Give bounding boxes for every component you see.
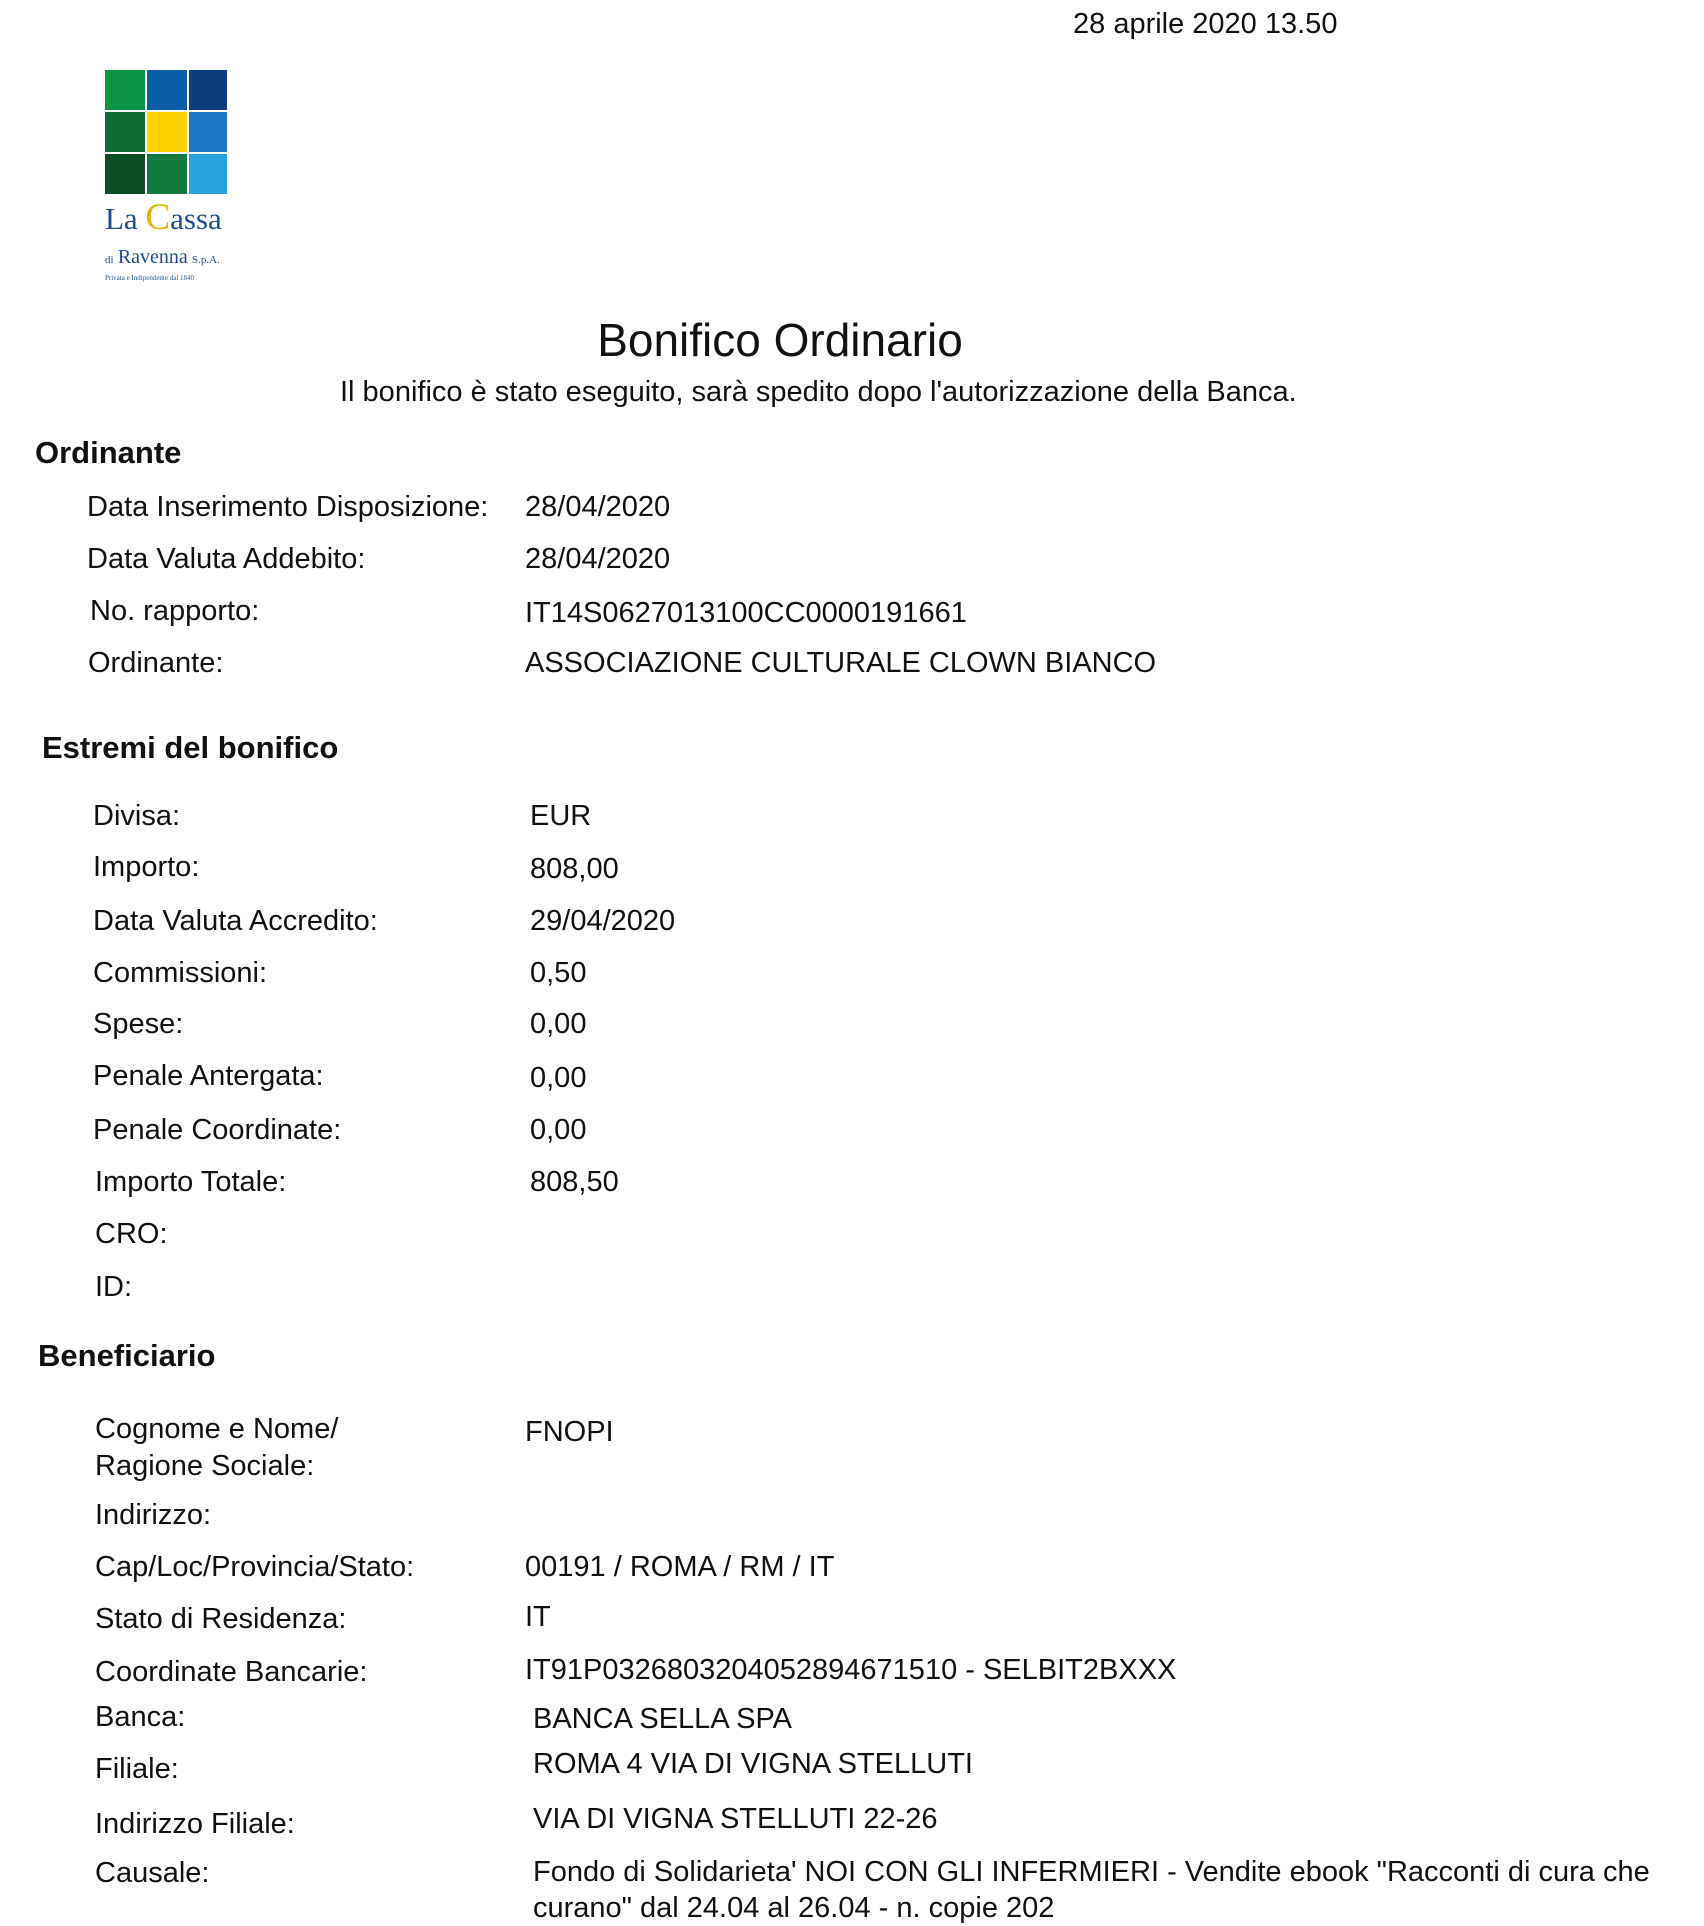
field-value: 0,50 [530,957,587,989]
field-label: CRO: [95,1218,168,1250]
field-value: ASSOCIAZIONE CULTURALE CLOWN BIANCO [525,647,1157,679]
field-value-causale: Fondo di Solidarieta' NOI CON GLI INFERMIERI - Vendite ebook "Racconti di cura che curano" dal 24.04 al 26.04 - n. copie 202 [533,1856,1650,1924]
field-label: Data Valuta Accredito: [93,905,378,937]
logo-mosaic-icon [105,70,227,194]
logo-tile [105,70,145,110]
logo-tile [189,112,227,152]
field-label: Ragione Sociale: [95,1450,315,1482]
field-label: Banca: [95,1701,186,1733]
field-value: 29/04/2020 [530,905,676,937]
field-label: Ordinante: [88,647,224,679]
field-value: 00191 / ROMA / RM / IT [525,1551,835,1583]
section-heading-ordinante: Ordinante [35,435,182,470]
field-label: Cap/Loc/Provincia/Stato: [95,1551,415,1583]
field-label: Divisa: [93,800,181,832]
section-heading-beneficiario: Beneficiario [38,1338,216,1373]
field-label: Coordinate Bancarie: [95,1656,368,1688]
field-value: BANCA SELLA SPA [533,1703,792,1735]
field-value: VIA DI VIGNA STELLUTI 22-26 [533,1803,938,1835]
logo-tile [105,112,145,152]
page-title: Bonifico Ordinario [597,314,963,366]
logo-wordmark: La Cassa [105,197,222,238]
logo-tile [189,70,227,110]
logo-tile [105,154,145,194]
field-value: IT [525,1601,551,1633]
field-label: Importo: [93,851,200,883]
field-value: 0,00 [530,1062,587,1094]
logo-tile [189,154,227,194]
print-datetime: 28 aprile 2020 13.50 [1073,8,1338,40]
bank-logo [105,70,227,290]
field-label: Data Valuta Addebito: [87,543,366,575]
logo-subtitle: di Ravenna S.p.A. [105,246,220,268]
field-value: ROMA 4 VIA DI VIGNA STELLUTI [533,1748,973,1780]
field-label: Commissioni: [93,957,268,989]
field-label: Spese: [93,1008,184,1040]
field-value: IT14S0627013100CC0000191661 [525,597,967,629]
logo-tile [147,70,187,110]
page-subtitle: Il bonifico è stato eseguito, sarà spedito dopo l'autorizzazione della Banca. [340,376,1297,408]
field-value: 808,50 [530,1166,619,1198]
field-label: ID: [95,1271,133,1303]
field-value: 28/04/2020 [525,543,671,575]
field-label: No. rapporto: [90,595,260,627]
field-label: Indirizzo: [95,1499,212,1531]
field-label: Filiale: [95,1753,179,1785]
field-value: FNOPI [525,1416,614,1448]
logo-tile [147,154,187,194]
field-value: IT91P0326803204052894671510 - SELBIT2BXXX [525,1654,1177,1686]
field-label: Data Inserimento Disposizione: [87,491,489,523]
field-label: Penale Antergata: [93,1060,324,1092]
field-value: 28/04/2020 [525,491,671,523]
field-label: Stato di Residenza: [95,1603,347,1635]
field-label: Cognome e Nome/ [95,1413,339,1445]
field-value: EUR [530,800,592,832]
field-label: Importo Totale: [95,1166,287,1198]
field-value: 0,00 [530,1008,587,1040]
field-label: Penale Coordinate: [93,1114,342,1146]
logo-tile [147,112,187,152]
field-label: Causale: [95,1857,210,1889]
logo-tagline: Privata e Indipendente dal 1840 [105,274,195,282]
field-value: 808,00 [530,853,619,885]
field-label: Indirizzo Filiale: [95,1808,295,1840]
section-heading-estremi: Estremi del bonifico [42,730,339,765]
field-value: 0,00 [530,1114,587,1146]
